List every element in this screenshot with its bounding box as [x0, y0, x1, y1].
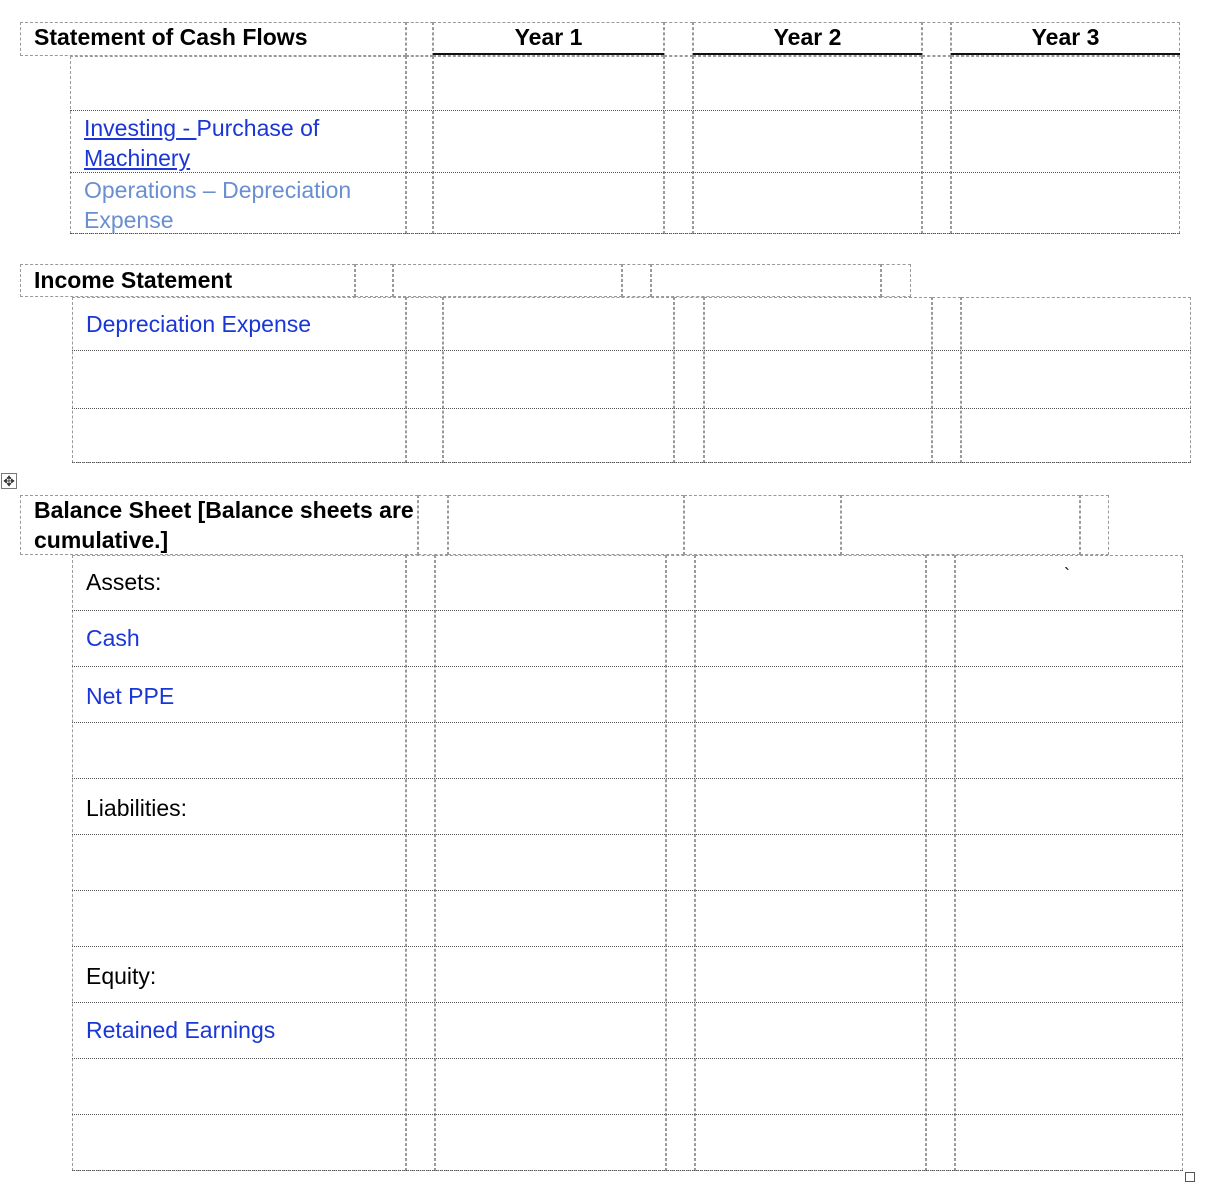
assets-label: Assets: [86, 569, 162, 595]
retained-earnings-label: Retained Earnings [86, 1017, 276, 1043]
row-divider [72, 610, 1183, 611]
row-divider [72, 666, 1183, 667]
row-divider [70, 110, 1180, 111]
row-divider [72, 778, 1183, 779]
year-2-underline [693, 53, 922, 55]
balance-header-cell[interactable] [841, 495, 1080, 555]
equity-label: Equity: [86, 963, 157, 989]
income-year3-column[interactable] [961, 297, 1191, 463]
income-header-cell[interactable] [393, 264, 622, 297]
row-divider [72, 350, 1191, 351]
cash-flows-year1-column[interactable] [433, 56, 664, 234]
operations-label-line1: Operations – Depreciation [84, 177, 352, 203]
row-divider [72, 722, 1183, 723]
investing-label-line2[interactable]: Machinery [84, 145, 191, 171]
net-ppe-label: Net PPE [86, 683, 175, 709]
income-year2-column[interactable] [704, 297, 932, 463]
balance-header-cell[interactable] [684, 495, 841, 555]
year-2-header: Year 2 [773, 24, 842, 50]
investing-label[interactable] [84, 113, 319, 143]
year-3-underline [951, 53, 1180, 55]
cash-label: Cash [86, 625, 140, 651]
cash-flows-spacer-column [922, 56, 951, 234]
income-year1-column[interactable] [443, 297, 674, 463]
investing-rest: Purchase of [196, 115, 320, 141]
balance-year2-column[interactable] [695, 555, 926, 1171]
income-spacer-cell [881, 264, 911, 297]
balance-spacer-cell [1080, 495, 1109, 555]
income-spacer-column [674, 297, 704, 463]
income-spacer-cell [622, 264, 651, 297]
cash-flows-spacer-column [664, 56, 693, 234]
balance-spacer-cell [418, 495, 448, 555]
cash-flows-spacer-column [406, 56, 433, 234]
cash-flows-year3-column[interactable] [951, 56, 1180, 234]
cash-flows-title: Statement of Cash Flows [34, 24, 308, 50]
investing-dash: - [176, 115, 197, 141]
year-3-header: Year 3 [1031, 24, 1100, 50]
row-divider [72, 1114, 1183, 1115]
balance-sheet-title-line2: cumulative.] [34, 527, 169, 553]
cash-flows-spacer-cell[interactable] [922, 22, 951, 56]
income-spacer-column [932, 297, 961, 463]
row-divider [70, 233, 1180, 234]
row-divider [72, 834, 1183, 835]
row-divider [70, 172, 1180, 173]
row-divider [72, 408, 1191, 409]
balance-sheet-title-line1: Balance Sheet [Balance sheets are [34, 497, 414, 523]
income-spacer-column [406, 297, 443, 463]
row-divider [72, 462, 1191, 463]
balance-year3-column[interactable] [955, 555, 1183, 1171]
stray-mark: ` [1064, 565, 1070, 585]
row-divider [72, 890, 1183, 891]
income-spacer-cell [355, 264, 393, 297]
liabilities-label: Liabilities: [86, 795, 187, 821]
balance-spacer-column [926, 555, 955, 1171]
balance-header-cell[interactable] [448, 495, 684, 555]
cash-flows-year2-column[interactable] [693, 56, 922, 234]
table-move-handle-icon[interactable]: ✥ [1, 473, 17, 489]
row-divider [72, 1170, 1183, 1171]
cash-flows-spacer-cell[interactable] [664, 22, 693, 56]
balance-year1-column[interactable] [435, 555, 666, 1171]
year-1-header: Year 1 [514, 24, 583, 50]
table-resize-handle-icon[interactable] [1185, 1172, 1195, 1182]
investing-link[interactable]: Investing [84, 115, 177, 141]
year-1-underline [433, 53, 664, 55]
row-divider [72, 1058, 1183, 1059]
cash-flows-spacer-cell[interactable] [406, 22, 433, 56]
balance-spacer-column [666, 555, 695, 1171]
balance-spacer-column [406, 555, 435, 1171]
row-divider [72, 1002, 1183, 1003]
depreciation-expense-label: Depreciation Expense [86, 311, 312, 337]
operations-label-line2: Expense [84, 207, 174, 233]
income-statement-title: Income Statement [34, 267, 233, 293]
income-header-cell[interactable] [651, 264, 881, 297]
row-divider [72, 946, 1183, 947]
